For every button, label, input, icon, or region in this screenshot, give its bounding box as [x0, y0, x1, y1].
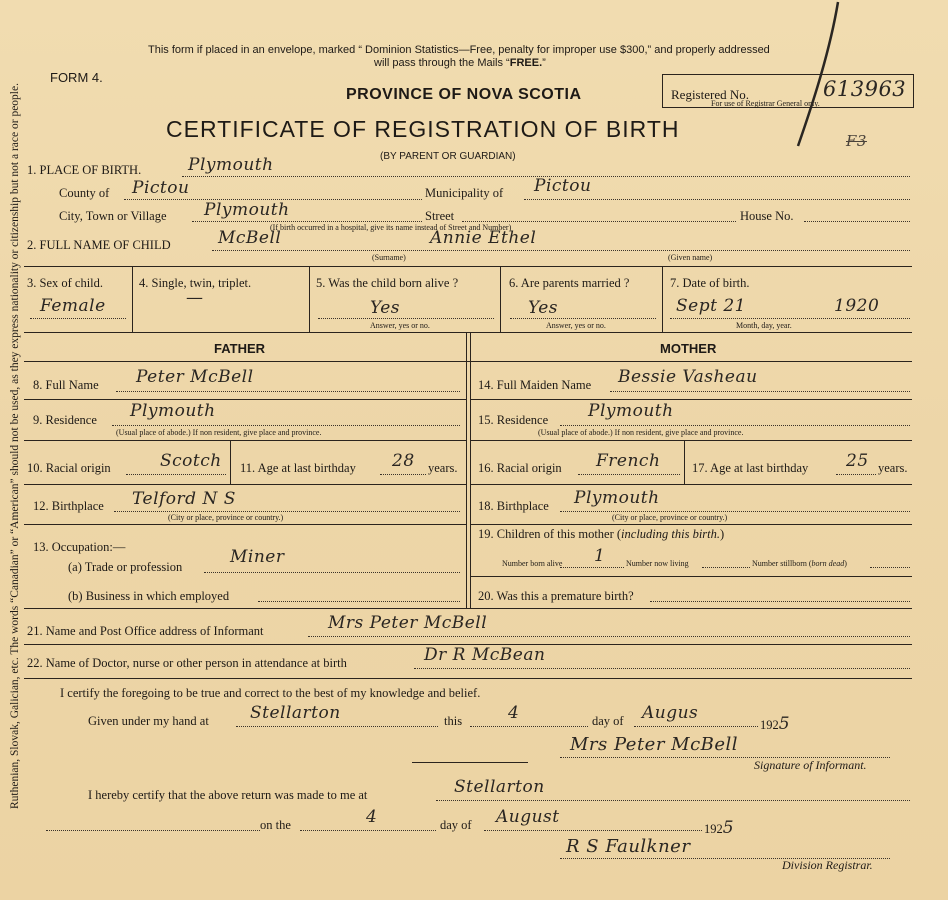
given-name-caption: (Given name) [668, 253, 713, 262]
stillborn-label: Number stillborn (born dead) [752, 559, 847, 568]
mother-residence-value: Plymouth [588, 401, 674, 421]
born-alive-value: Yes [370, 298, 401, 318]
surname-caption: (Surname) [372, 253, 406, 262]
father-race-value: Scotch [160, 451, 222, 471]
city-label: City, Town or Village [59, 209, 167, 223]
corner-mark: F3 [846, 132, 867, 150]
parents-married-value: Yes [528, 298, 559, 318]
child-given-name: Annie Ethel [430, 228, 537, 248]
side-notice: Ruthenian, Slovak, Galician, etc. The words “Canadian” or “American” should not be used, as they express nationality or citizenship but not a race or people. [9, 83, 21, 809]
occupation-label: 13. Occupation:— [33, 540, 126, 554]
date-caption: Month, day, year. [736, 321, 792, 330]
municipality-value: Pictou [534, 176, 592, 196]
father-header: FATHER [214, 341, 266, 356]
registrar-signature: R S Faulkner [566, 836, 691, 857]
father-birthplace-caption: (City or place, province or country.) [168, 513, 284, 522]
province-heading: PROVINCE OF NOVA SCOTIA [346, 86, 582, 103]
pen-stroke-mark [780, 0, 850, 150]
child-surname: McBell [218, 228, 282, 248]
child-name-label: 2. FULL NAME OF CHILD [27, 238, 171, 252]
place-of-birth-value: Plymouth [188, 155, 274, 175]
county-value: Pictou [132, 178, 190, 198]
certificate-subtitle: (BY PARENT OR GUARDIAN) [380, 151, 516, 162]
mother-age-label: 17. Age at last birthday [692, 461, 809, 475]
sex-label: 3. Sex of child. [27, 276, 104, 290]
father-name-label: 8. Full Name [33, 378, 99, 392]
mother-header: MOTHER [660, 341, 717, 356]
father-birthplace-value: Telford N S [132, 489, 236, 509]
mother-residence-label: 15. Residence [478, 413, 549, 427]
children-label: 19. Children of this mother (including this birth.) [478, 527, 725, 541]
parents-married-label: 6. Are parents married ? [509, 276, 630, 290]
mother-name-value: Bessie Vasheau [618, 367, 758, 387]
registrar-day-of-label: day of [440, 818, 472, 832]
father-age-label: 11. Age at last birthday [240, 461, 356, 475]
born-alive-count-value: 1 [594, 546, 606, 566]
registrar-place-value: Stellarton [454, 777, 545, 797]
street-label: Street [425, 209, 455, 223]
single-twin-value: — [186, 288, 204, 308]
father-age-value: 28 [392, 451, 415, 471]
certify-day-value: 4 [508, 703, 520, 723]
mother-birthplace-label: 18. Birthplace [478, 499, 549, 513]
registrar-month-value: August [496, 807, 560, 827]
mother-name-label: 14. Full Maiden Name [478, 378, 592, 392]
date-of-birth-label: 7. Date of birth. [670, 276, 750, 290]
mother-race-value: French [596, 451, 661, 471]
born-alive-caption: Answer, yes or no. [370, 321, 430, 330]
certify-year: 1925 [760, 714, 791, 734]
date-of-birth-value: Sept 21 [676, 296, 746, 316]
registered-label: Registered No. [671, 87, 749, 102]
mother-residence-caption: (Usual place of abode.) If non resident, give place and province. [538, 428, 744, 437]
father-name-value: Peter McBell [136, 367, 254, 387]
certify-month-value: Augus [642, 703, 699, 723]
birth-year-value: 1920 [834, 296, 880, 316]
father-birthplace-label: 12. Birthplace [33, 499, 104, 513]
father-residence-caption: (Usual place of abode.) If non resident, give place and province. [116, 428, 322, 437]
business-label: (b) Business in which employed [68, 589, 230, 603]
registrar-note: For use of Registrar General only. [711, 99, 820, 108]
certificate-title: CERTIFICATE OF REGISTRATION OF BIRTH [166, 116, 680, 142]
sex-value: Female [40, 296, 106, 316]
county-label: County of [59, 186, 110, 200]
trade-value: Miner [230, 547, 285, 567]
now-living-label: Number now living [626, 559, 689, 568]
mother-age-value: 25 [846, 451, 869, 471]
registrar-statement: I hereby certify that the above return was made to me at [88, 788, 368, 802]
given-under-label: Given under my hand at [88, 714, 209, 728]
father-residence-label: 9. Residence [33, 413, 97, 427]
certify-statement: I certify the foregoing to be true and correct to the best of my knowledge and belief. [60, 686, 481, 700]
day-of-label: day of [592, 714, 624, 728]
informant-label: 21. Name and Post Office address of Informant [27, 624, 264, 638]
mother-years-label: years. [878, 461, 908, 475]
father-years-label: years. [428, 461, 458, 475]
form-number: FORM 4. [50, 70, 103, 85]
informant-value: Mrs Peter McBell [328, 613, 488, 633]
given-place-value: Stellarton [250, 703, 341, 723]
municipality-label: Municipality of [425, 186, 504, 200]
born-alive-count-label: Number born alive [502, 559, 563, 568]
registrar-year: 1925 [704, 818, 735, 838]
mail-notice-line-2: will pass through the Mails “FREE.” [374, 57, 546, 69]
registrar-day-value: 4 [366, 807, 378, 827]
born-alive-label: 5. Was the child born alive ? [316, 276, 459, 290]
division-registrar-caption: Division Registrar. [782, 858, 873, 872]
informant-signature-caption: Signature of Informant. [754, 758, 867, 772]
single-twin-label: 4. Single, twin, triplet. [139, 276, 252, 290]
father-residence-value: Plymouth [130, 401, 216, 421]
trade-label: (a) Trade or profession [68, 560, 183, 574]
mother-birthplace-caption: (City or place, province or country.) [612, 513, 728, 522]
this-label: this [444, 714, 463, 728]
doctor-label: 22. Name of Doctor, nurse or other person in attendance at birth [27, 656, 347, 670]
place-of-birth-label: 1. PLACE OF BIRTH. [27, 163, 142, 177]
informant-signature: Mrs Peter McBell [570, 734, 739, 755]
hospital-note: (If birth occurred in a hospital, give its name instead of Street and Number) [270, 223, 512, 232]
house-no-label: House No. [740, 209, 794, 223]
registered-number: 613963 [823, 77, 907, 101]
city-value: Plymouth [204, 200, 290, 220]
on-the-label: on the [260, 818, 291, 832]
father-race-label: 10. Racial origin [27, 461, 111, 475]
mother-birthplace-value: Plymouth [574, 488, 660, 508]
doctor-value: Dr R McBean [424, 645, 546, 665]
premature-label: 20. Was this a premature birth? [478, 589, 634, 603]
mother-race-label: 16. Racial origin [478, 461, 562, 475]
mail-notice-line-1: This form if placed in an envelope, marked “ Dominion Statistics—Free, penalty for improper use $300,” and properly addressed [148, 44, 770, 56]
parents-married-caption: Answer, yes or no. [546, 321, 606, 330]
